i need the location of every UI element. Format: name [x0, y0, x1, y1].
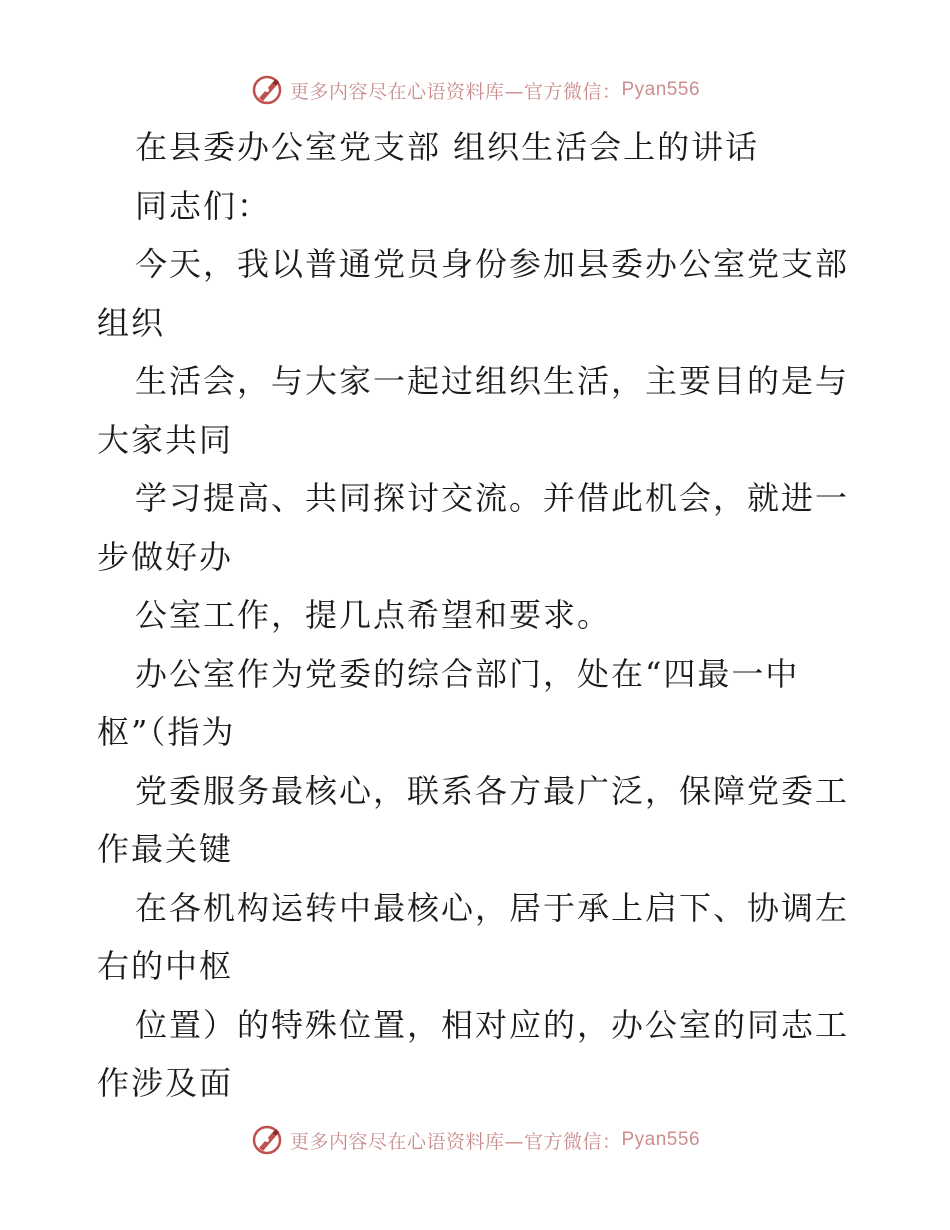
text-line: 组织 [97, 303, 166, 342]
text-line: 公室工作，提几点希望和要求。 [135, 596, 612, 634]
text-line: 党委服务最核心，联系各方最广泛，保障党委工 [135, 771, 850, 810]
text-line: 位置）的特殊位置，相对应的，办公室的同志工 [135, 1005, 850, 1044]
watermark-wechat-id: Pyan556 [621, 79, 701, 100]
text-line: 枢”（指为 [97, 713, 236, 751]
text-line: 大家共同 [97, 420, 234, 459]
document-body [97, 118, 857, 1113]
text-line: 作涉及面 [97, 1064, 234, 1102]
text-line: 办公室作为党委的综合部门，处在“四最一中 [135, 654, 800, 693]
header-watermark [0, 70, 950, 110]
text-line: 今天，我以普通党员身份参加县委办公室党支部 [135, 245, 850, 283]
text-line: 右的中枢 [97, 947, 234, 985]
salutation: 同志们： [135, 186, 272, 225]
pen-logo-icon [250, 1123, 284, 1157]
text-line: 作最关键 [97, 830, 234, 868]
text-line: 学习提高、共同探讨交流。并借此机会，就进一 [135, 479, 850, 517]
watermark-text: 更多内容尽在心语资料库—官方微信： [289, 1130, 622, 1153]
text-line: 在各机构运转中最核心，居于承上启下、协调左 [135, 888, 850, 927]
text-line: 步做好办 [97, 537, 234, 576]
footer-watermark [0, 1120, 950, 1160]
pen-logo-icon [250, 73, 284, 107]
watermark-wechat-id: Pyan556 [621, 1129, 701, 1150]
document-title: 在县委办公室党支部 组织生活会上的讲话 [135, 128, 760, 166]
watermark-text: 更多内容尽在心语资料库—官方微信： [289, 80, 622, 103]
text-line: 生活会，与大家一起过组织生活，主要目的是与 [135, 362, 850, 400]
